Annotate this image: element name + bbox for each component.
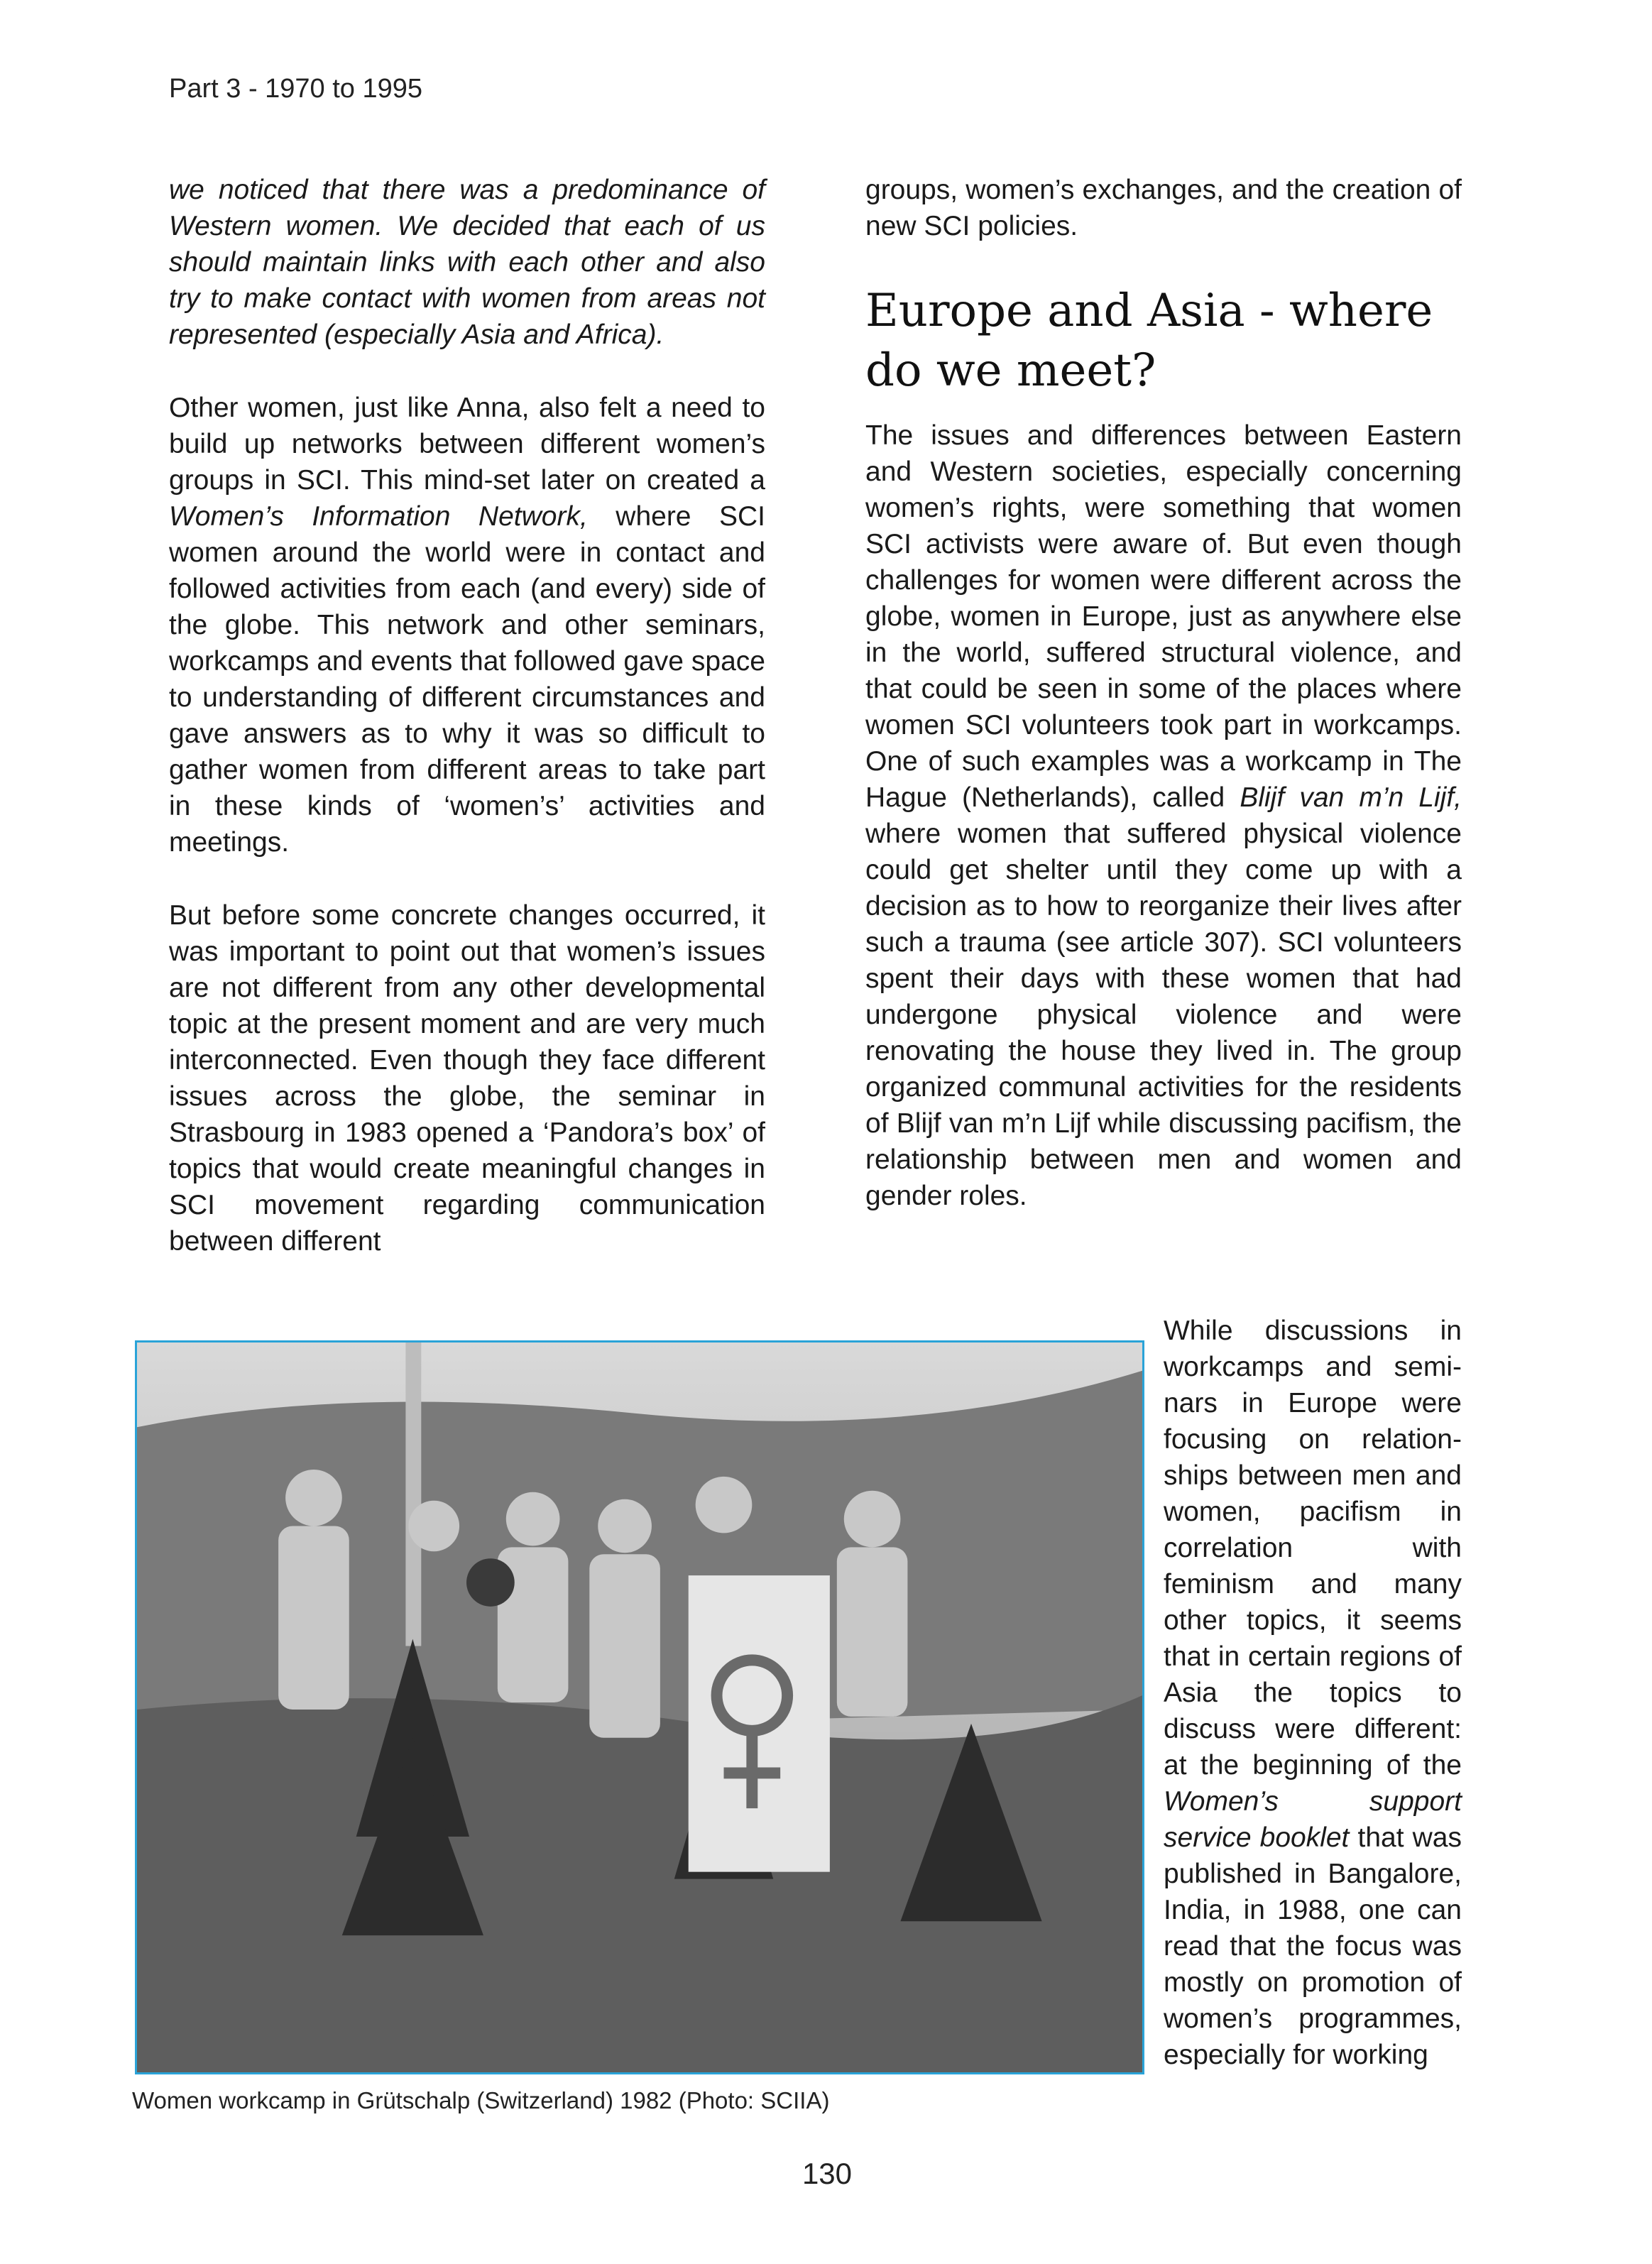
running-header: Part 3 - 1970 to 1995 xyxy=(169,74,423,104)
right-column xyxy=(865,172,1462,1214)
paragraph-networks: Other women, just like Anna, also felt a need to build up networks between different women’s groups in SCI. This mind-set later on created a Women’s Information Network, where SCI women around the world were in contact and followed activities from each (and every) side of the globe. This network and other seminars, workcamps and events that followed gave space to understanding of different circumstances and gave answers as to why it was so difficult to gather women from different areas to take part in these kinds of ‘women’s’ activities and meetings. xyxy=(169,393,765,858)
left-column xyxy=(169,172,765,1259)
photo-caption: Women workcamp in Grütschalp (Switzerland) 1982 (Photo: SCIIA) xyxy=(132,2087,830,2113)
emphasis-booklet-title: Women’s support service booklet xyxy=(1164,1786,1462,1853)
workcamp-photo xyxy=(135,1340,1144,2074)
right-narrow-column xyxy=(1164,1313,1462,2073)
paragraph-pandoras-box: But before some concrete changes occurred, it was important to point out that women’s issues are not different from any other developmental topic at the present moment and are very much interconnected. Even though they face different issues across the globe, the seminar in Strasbourg in 1983 opened a ‘Pandora’s box’ of topics that would create meaningful changes in SCI movement regarding communication between different xyxy=(169,900,765,1257)
section-heading: Europe and Asia - where do we meet? xyxy=(865,285,1433,397)
page-number: 130 xyxy=(802,2157,853,2190)
paragraph-continuation: groups, women’s exchanges, and the creation of new SCI policies. xyxy=(865,175,1462,241)
photo-illustration xyxy=(137,1342,1142,2072)
paragraph-east-west: The issues and differences between Eastern and Western societies, especially concerning women’s rights, were something that women SCI activists were aware of. But even though challenges for women were different across the globe, women in Europe, just as anywhere else in the world, suffered structural violence, and that could be seen in some of the places where women SCI volunteers took part in workcamps. One of such examples was a workcamp in The Hague (Netherlands), called Blijf van m’n Lijf, where women that suffered physical violence could get shelter until they come up with a decision as to how to reorganize their lives after such a trauma (see article 307). SCI volunteers spent their days with these women that had undergone physical violence and were renovating the house they lived in. The group organized communal activities for the residents of Blijf van m’n Lijf while discussing pacifism, the relationship between men and women and gender roles. xyxy=(865,420,1462,1211)
emphasis-workcamp-name: Blijf van m’n Lijf, xyxy=(1240,782,1462,813)
paragraph-asia: While discussions in workcamps and seminars in Europe were focusing on relationships between men and women, pacifism in correlation with feminism and many other topics, it seems that in certain regions of Asia the topics to discuss were different: at the beginning of the Women’s support service booklet that was published in Bangalore, India, in 1988, one can read that the focus was mostly on promotion of women’s programmes, especially for working xyxy=(1164,1316,1462,2070)
emphasis-network-name: Women’s Information Network, xyxy=(169,501,588,532)
quote-paragraph: we noticed that there was a predominance of Western women. We decided that each of us should maintain links with each other and also try to make contact with women from areas not represented (especially Asia and Africa). xyxy=(169,175,765,350)
